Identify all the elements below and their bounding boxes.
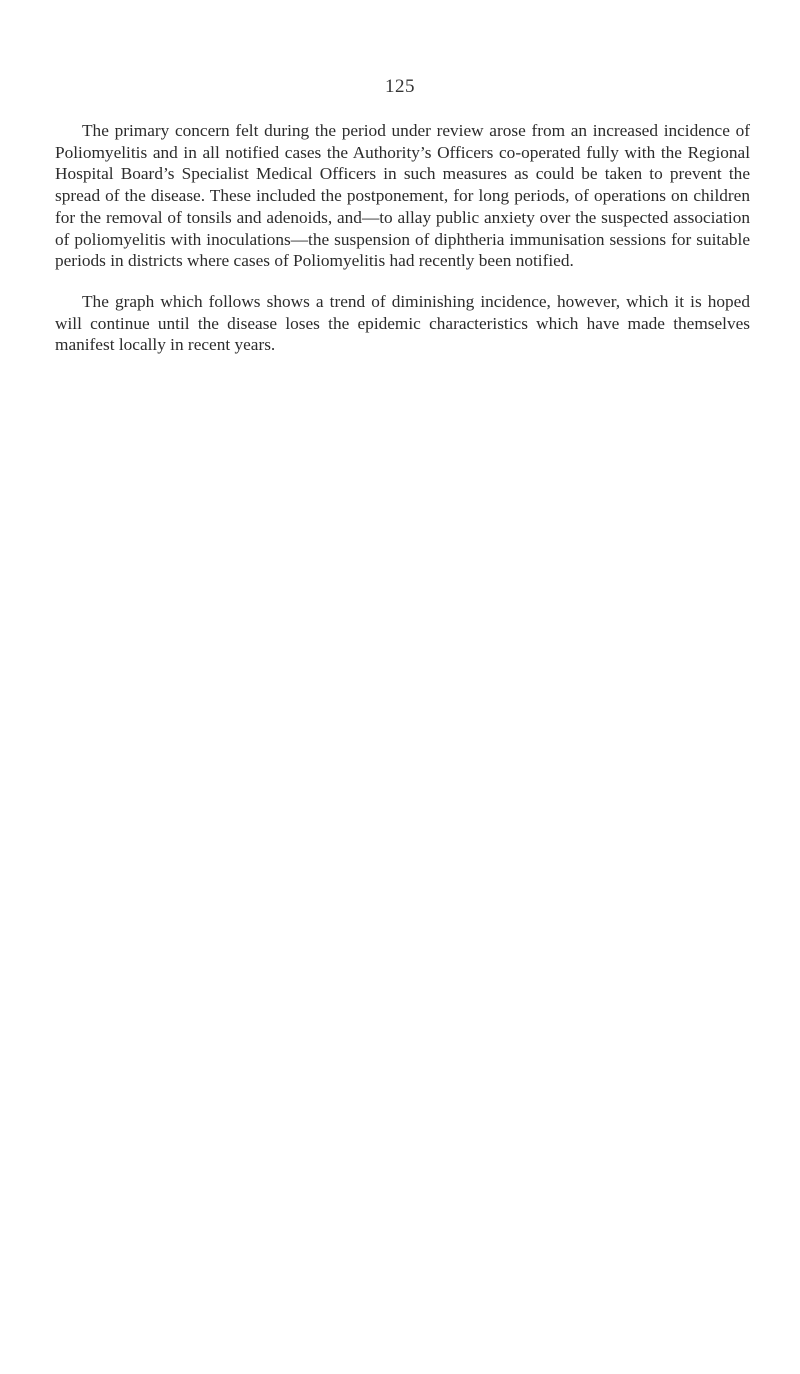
page-number: 125 <box>385 76 415 97</box>
paragraph-graph-trend: The graph which follows shows a trend of diminishing incidence, however, which it is hoped will continue until the disease loses the epidemic characteristics which have made themselves manifest locally in recent years. <box>55 291 750 355</box>
body-text <box>55 120 750 356</box>
paragraph-poliomyelitis-concern: The primary concern felt during the period under review arose from an increased incidence of Poliomyelitis and in all notified cases the Authority’s Officers co-operated fully with the Regional Hospital Board’s Specialist Medical Officers in such measures as could be taken to prevent the spread of the disease. These included the postponement, for long periods, of operations on children for the removal of tonsils and adenoids, and—to allay public anxiety over the suspected association of poliomyelitis with inoculations—the suspension of diphtheria immunisation sessions for suitable periods in districts where cases of Poliomyelitis had recently been notified. <box>55 121 750 271</box>
